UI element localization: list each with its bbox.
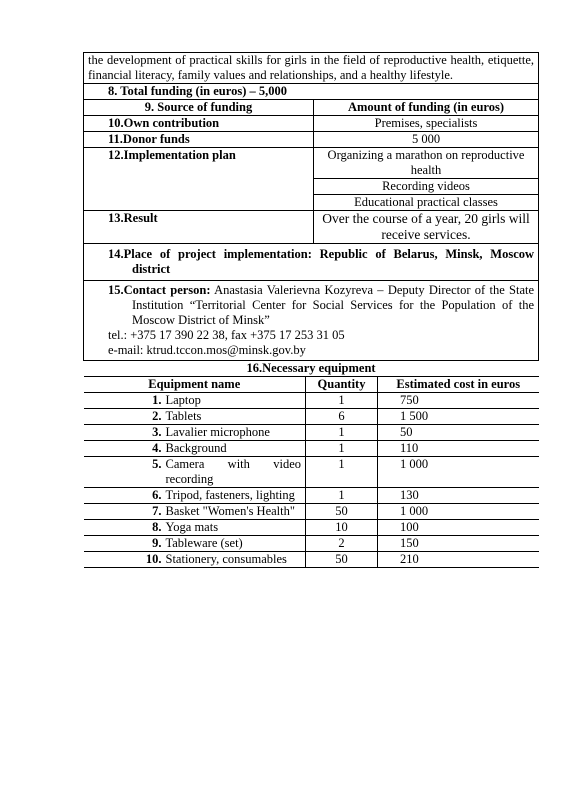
equipment-name: Lavalier microphone	[165, 425, 270, 439]
equipment-cost: 110	[378, 441, 539, 457]
equipment-number: 3.	[152, 425, 162, 439]
equipment-number: 7.	[152, 504, 162, 518]
equipment-row	[84, 457, 539, 488]
equipment-header-row	[84, 377, 539, 393]
equipment-name-header: Equipment name	[84, 377, 306, 393]
equipment-name-wrap	[112, 409, 302, 424]
equipment-cost: 100	[378, 520, 539, 536]
equipment-number: 1.	[152, 393, 162, 407]
equipment-name-wrap	[112, 425, 302, 440]
total-funding: 8. Total funding (in euros) – 5,000	[84, 84, 539, 100]
equipment-row	[84, 504, 539, 520]
equipment-quantity: 50	[306, 504, 378, 520]
equipment-name-cell	[84, 425, 306, 441]
result-row	[84, 211, 539, 244]
equipment-number: 10.	[145, 552, 162, 566]
equipment-quantity: 1	[306, 488, 378, 504]
intro-row	[84, 53, 539, 84]
equipment-name-cell	[84, 504, 306, 520]
equipment-cost: 1 500	[378, 409, 539, 425]
amount-header: Amount of funding (in euros)	[314, 100, 539, 116]
equipment-row	[84, 441, 539, 457]
equipment-quantity: 1	[306, 393, 378, 409]
equipment-name: Background	[165, 441, 227, 455]
equipment-name-cell	[84, 441, 306, 457]
equipment-row	[84, 552, 539, 568]
equipment-name: Yoga mats	[165, 520, 219, 534]
equipment-name-wrap	[112, 552, 302, 567]
place-row	[84, 244, 539, 281]
equipment-name-wrap	[112, 536, 302, 551]
equipment-name-cell	[84, 536, 306, 552]
contact-tel: tel.: +375 17 390 22 38, fax +375 17 253 31 05	[108, 328, 345, 342]
implementation-item: Recording videos	[314, 179, 539, 195]
own-contribution-row	[84, 116, 539, 132]
equipment-row	[84, 520, 539, 536]
equipment-name-cell	[84, 520, 306, 536]
equipment-name-wrap	[112, 457, 302, 487]
donor-funds-label: 11.Donor funds	[84, 132, 314, 148]
equipment-name: Basket "Women's Health"	[165, 504, 295, 518]
source-header: 9. Source of funding	[84, 100, 314, 116]
implementation-label: 12.Implementation plan	[84, 148, 314, 211]
equipment-name: Tablets	[165, 409, 202, 423]
equipment-name-cell	[84, 457, 306, 488]
equipment-quantity: 50	[306, 552, 378, 568]
place-cell	[84, 244, 539, 281]
equipment-number: 2.	[152, 409, 162, 423]
equipment-row	[84, 393, 539, 409]
equipment-name-cell	[84, 409, 306, 425]
equipment-name: Stationery, consumables	[165, 552, 287, 566]
donor-funds-value: 5 000	[314, 132, 539, 148]
equipment-name: Laptop	[165, 393, 201, 407]
equipment-row	[84, 536, 539, 552]
intro-text: the development of practical skills for girls in the field of reproductive health, etiquette, financial literacy, family values and relationships, and a healthy lifestyle.	[84, 53, 539, 84]
equipment-number: 5.	[152, 457, 162, 471]
funding-header-row	[84, 100, 539, 116]
equipment-name-wrap	[112, 393, 302, 408]
equipment-quantity: 2	[306, 536, 378, 552]
implementation-item: Organizing a marathon on reproductive health	[314, 148, 539, 179]
equipment-title-row	[84, 361, 539, 377]
equipment-name-wrap	[112, 441, 302, 456]
contact-row	[84, 281, 539, 361]
equipment-number: 4.	[152, 441, 162, 455]
equipment-name-wrap	[112, 504, 302, 519]
equipment-quantity: 1	[306, 425, 378, 441]
equipment-cost: 50	[378, 425, 539, 441]
place-text: Place of project implementation: Republic of Belarus, Minsk, Moscow district	[123, 247, 535, 276]
project-table	[83, 52, 539, 568]
equipment-row	[84, 409, 539, 425]
contact-email: e-mail: ktrud.tccon.mos@minsk.gov.by	[108, 343, 306, 357]
equipment-name: Tableware (set)	[165, 536, 243, 550]
result-value: Over the course of a year, 20 girls will receive services.	[314, 211, 539, 244]
equipment-section-row	[84, 361, 539, 569]
equipment-table	[84, 361, 539, 568]
equipment-name: Tripod, fasteners, lighting	[165, 488, 295, 502]
equipment-cost-header: Estimated cost in euros	[378, 377, 539, 393]
total-funding-row	[84, 84, 539, 100]
contact-label: Contact person:	[123, 283, 211, 297]
equipment-name-wrap	[112, 520, 302, 535]
equipment-number: 8.	[152, 520, 162, 534]
equipment-cost: 130	[378, 488, 539, 504]
equipment-number: 6.	[152, 488, 162, 502]
equipment-quantity: 10	[306, 520, 378, 536]
equipment-name: Camera with video recording	[165, 457, 301, 486]
equipment-cost: 750	[378, 393, 539, 409]
equipment-row	[84, 425, 539, 441]
equipment-number: 9.	[152, 536, 162, 550]
place-number: 14.	[108, 247, 124, 261]
equipment-cost: 210	[378, 552, 539, 568]
equipment-name-cell	[84, 552, 306, 568]
equipment-name-cell	[84, 393, 306, 409]
implementation-item: Educational practical classes	[314, 195, 539, 211]
equipment-title: 16.Necessary equipment	[84, 361, 539, 377]
equipment-name-wrap	[112, 488, 302, 503]
own-contribution-value: Premises, specialists	[314, 116, 539, 132]
equipment-row	[84, 488, 539, 504]
own-contribution-label: 10.Own contribution	[84, 116, 314, 132]
equipment-cost: 1 000	[378, 457, 539, 488]
equipment-name-cell	[84, 488, 306, 504]
equipment-quantity: 6	[306, 409, 378, 425]
contact-person	[88, 283, 534, 328]
contact-text: Anastasia Valerievna Kozyreva – Deputy Director of the State Institution “Territorial Center for Social Services for the Population of the Moscow District of Minsk”	[132, 283, 535, 327]
equipment-quantity-header: Quantity	[306, 377, 378, 393]
equipment-quantity: 1	[306, 457, 378, 488]
contact-number: 15.	[108, 283, 124, 297]
result-label: 13.Result	[84, 211, 314, 244]
equipment-quantity: 1	[306, 441, 378, 457]
equipment-cost: 1 000	[378, 504, 539, 520]
equipment-container	[84, 361, 539, 569]
implementation-row-1	[84, 148, 539, 179]
equipment-cost: 150	[378, 536, 539, 552]
donor-funds-row	[84, 132, 539, 148]
contact-cell	[84, 281, 539, 361]
